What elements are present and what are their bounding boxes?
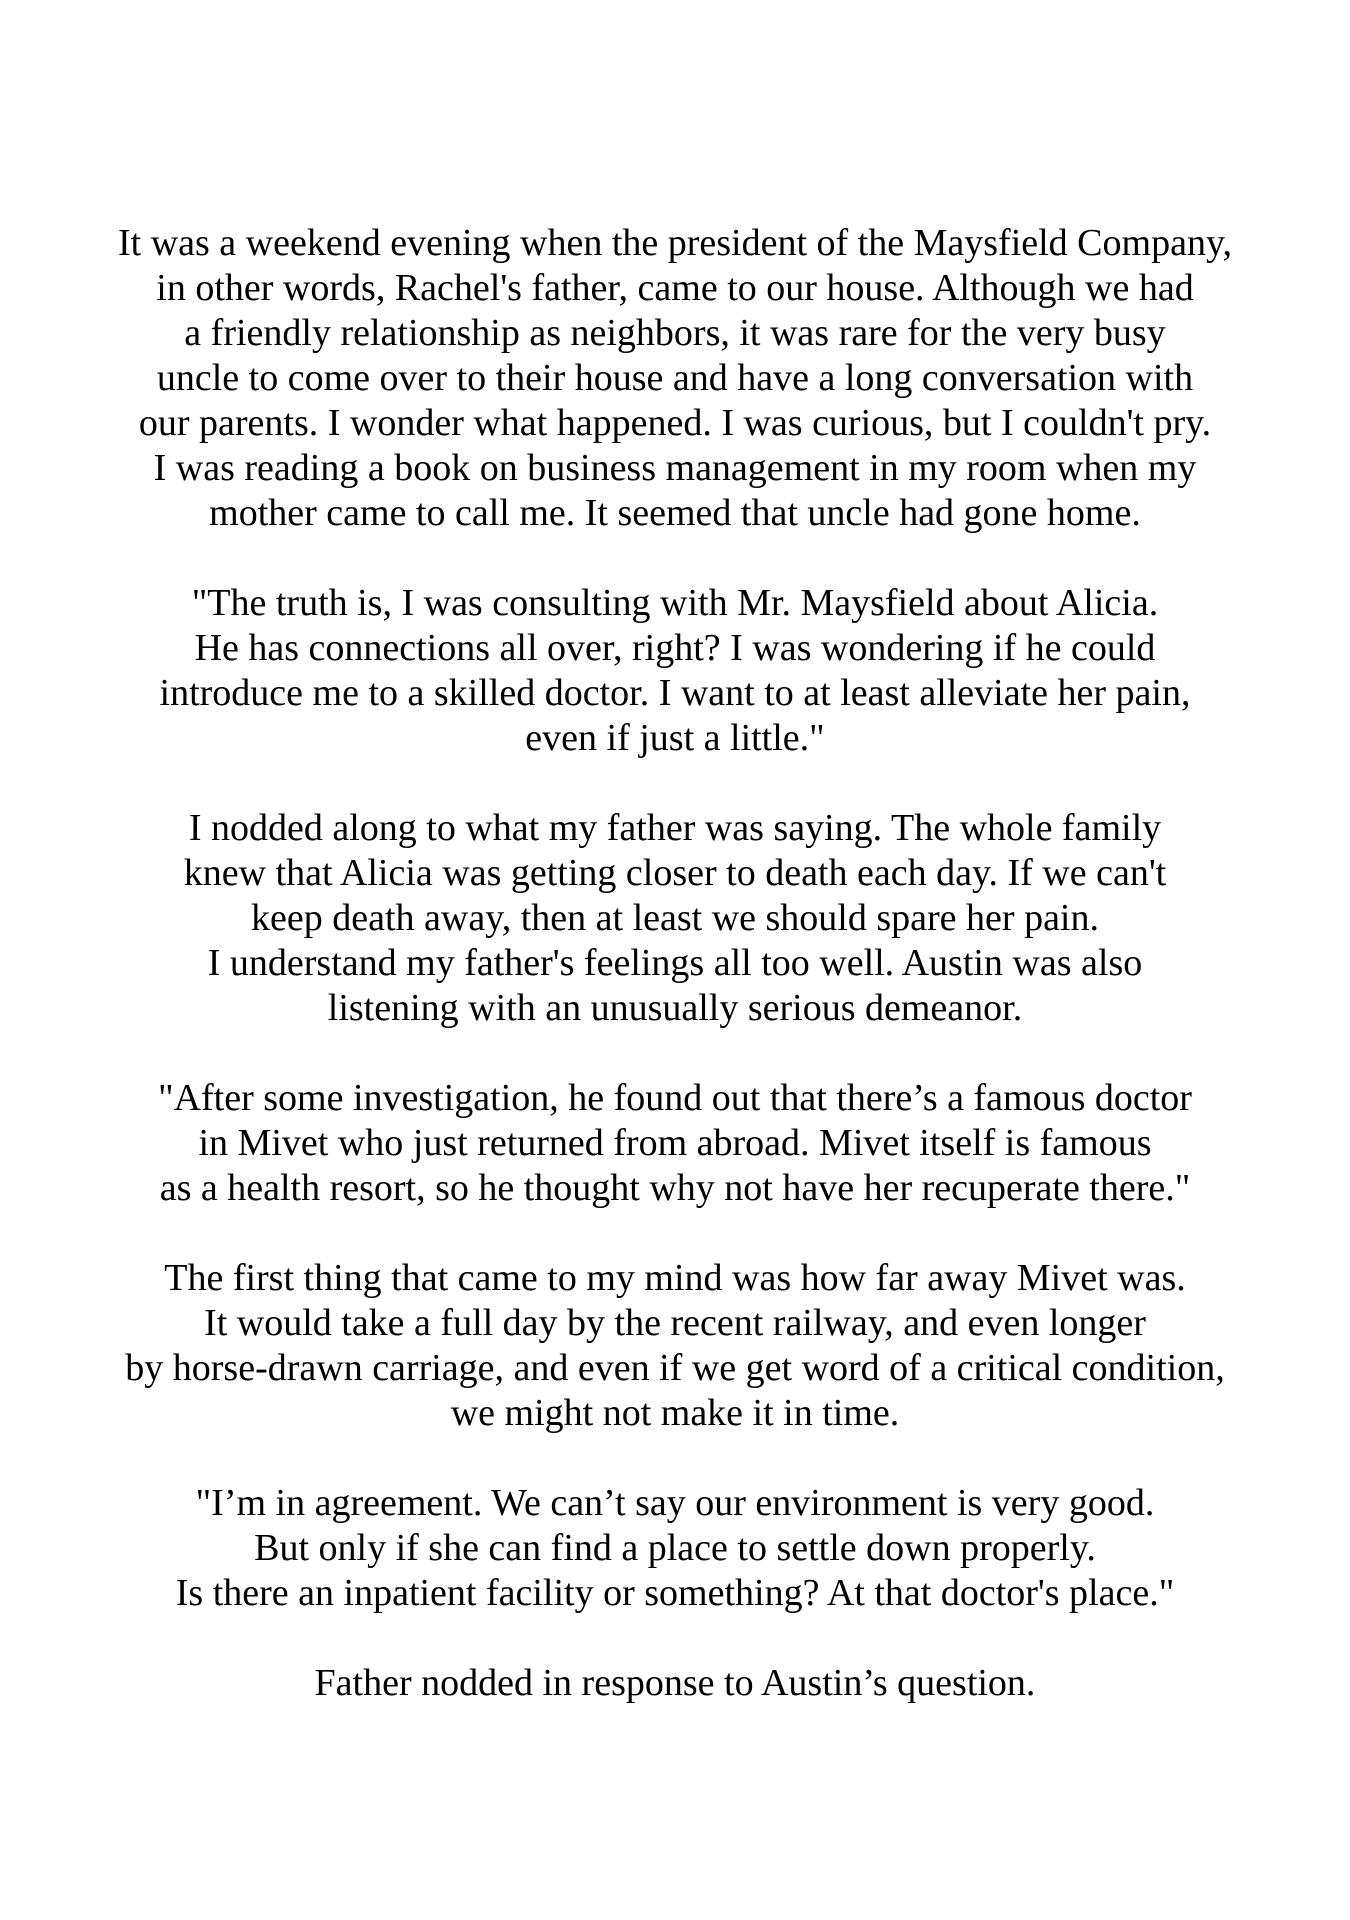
text-line: "I’m in agreement. We can’t say our environment is very good. xyxy=(195,1482,1155,1524)
paragraph-father-dialogue-1 xyxy=(0,581,1350,761)
paragraph-narration-nodding xyxy=(0,806,1350,1031)
text-line: knew that Alicia was getting closer to death each day. If we can't xyxy=(183,852,1167,894)
text-line: by horse-drawn carriage, and even if we get word of a critical condition, xyxy=(125,1347,1225,1389)
text-line: It was a weekend evening when the president of the Maysfield Company, xyxy=(118,222,1232,264)
text-line: our parents. I wonder what happened. I was curious, but I couldn't pry. xyxy=(138,402,1212,444)
text-line: keep death away, then at least we should spare her pain. xyxy=(251,897,1099,939)
text-line: a friendly relationship as neighbors, it was rare for the very busy xyxy=(184,312,1166,354)
paragraph-visit xyxy=(0,221,1350,536)
text-line: I nodded along to what my father was saying. The whole family xyxy=(188,807,1162,849)
text-line: "After some investigation, he found out that there’s a famous doctor xyxy=(158,1077,1192,1119)
text-line: "The truth is, I was consulting with Mr. Maysfield about Alicia. xyxy=(191,582,1159,624)
text-line: we might not make it in time. xyxy=(450,1392,900,1434)
text-line: It would take a full day by the recent railway, and even longer xyxy=(204,1302,1146,1344)
text-line: in Mivet who just returned from abroad. Mivet itself is famous xyxy=(198,1122,1152,1164)
text-line: Is there an inpatient facility or something? At that doctor's place." xyxy=(175,1572,1175,1614)
text-line: listening with an unusually serious demeanor. xyxy=(327,987,1023,1029)
paragraph-narration-distance xyxy=(0,1256,1350,1436)
paragraph-closing xyxy=(0,1661,1350,1706)
story-text xyxy=(0,221,1350,1706)
text-line: mother came to call me. It seemed that uncle had gone home. xyxy=(209,492,1141,534)
paragraph-father-dialogue-2 xyxy=(0,1076,1350,1211)
text-line: even if just a little." xyxy=(525,717,825,759)
text-line: I was reading a book on business management in my room when my xyxy=(153,447,1197,489)
text-line: in other words, Rachel's father, came to our house. Although we had xyxy=(156,267,1194,309)
text-line: uncle to come over to their house and have a long conversation with xyxy=(156,357,1194,399)
text-line: The first thing that came to my mind was how far away Mivet was. xyxy=(164,1257,1186,1299)
text-line: Father nodded in response to Austin’s question. xyxy=(314,1662,1036,1704)
paragraph-austin-dialogue xyxy=(0,1481,1350,1616)
text-line: But only if she can find a place to settle down properly. xyxy=(254,1527,1096,1569)
text-line: introduce me to a skilled doctor. I want to at least alleviate her pain, xyxy=(159,672,1191,714)
text-line: I understand my father's feelings all too well. Austin was also xyxy=(207,942,1143,984)
text-line: He has connections all over, right? I was wondering if he could xyxy=(194,627,1156,669)
text-line: as a health resort, so he thought why not have her recuperate there." xyxy=(159,1167,1191,1209)
